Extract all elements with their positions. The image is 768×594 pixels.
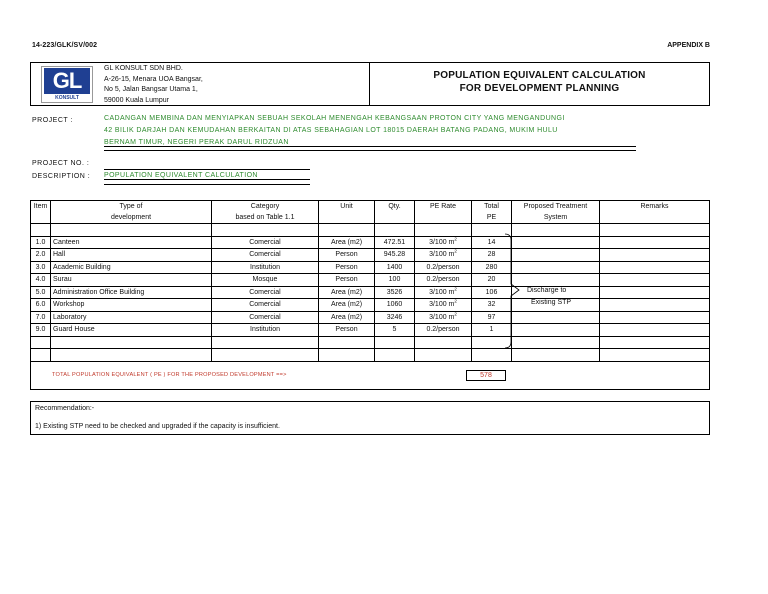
- row-pe-rate: 0.2/person: [415, 261, 472, 274]
- row-unit: Area (m2): [319, 311, 375, 324]
- header-category: Category based on Table 1.1: [212, 201, 319, 224]
- header-remarks: Remarks: [600, 201, 710, 224]
- row-unit: Area (m2): [319, 286, 375, 299]
- row-type: Laboratory: [51, 311, 212, 324]
- table-row: [31, 261, 710, 274]
- table-empty-row: [31, 336, 710, 349]
- row-item: 7.0: [31, 311, 51, 324]
- row-remarks: [600, 299, 710, 312]
- row-qty: 472.51: [375, 236, 415, 249]
- pe-table: [30, 200, 710, 362]
- row-item: 9.0: [31, 324, 51, 337]
- row-qty: 3246: [375, 311, 415, 324]
- recommendation-box: [30, 401, 710, 435]
- header-type: Type of development: [51, 201, 212, 224]
- row-item: 5.0: [31, 286, 51, 299]
- table-row: [31, 274, 710, 287]
- company-address: [104, 64, 203, 106]
- row-remarks: [600, 274, 710, 287]
- project-line-3: BERNAM TIMUR, NEGERI PERAK DARUL RIDZUAN: [104, 139, 636, 147]
- row-pe-rate: 3/100 $m^2$: [415, 249, 472, 262]
- treatment-line-1: Discharge to: [527, 287, 567, 294]
- row-unit: Area (m2): [319, 299, 375, 312]
- table-empty-row: [31, 349, 710, 362]
- table-spacer-row: [31, 224, 710, 237]
- row-item: 3.0: [31, 261, 51, 274]
- row-type: Workshop: [51, 299, 212, 312]
- row-unit: Area (m2): [319, 236, 375, 249]
- row-unit: Person: [319, 324, 375, 337]
- description-label: DESCRIPTION :: [32, 173, 91, 180]
- row-qty: 3526: [375, 286, 415, 299]
- row-remarks: [600, 236, 710, 249]
- row-type: Canteen: [51, 236, 212, 249]
- row-pe-rate: 3/100 $m^2$: [415, 236, 472, 249]
- row-pe-rate: 0.2/person: [415, 274, 472, 287]
- header-pe-rate: PE Rate: [415, 201, 472, 224]
- row-category: Comercial: [212, 249, 319, 262]
- title-line-1: POPULATION EQUIVALENT CALCULATION: [433, 70, 646, 81]
- title-line-2: FOR DEVELOPMENT PLANNING: [459, 83, 620, 94]
- row-total-pe: 97: [472, 311, 512, 324]
- document-title: [370, 69, 709, 95]
- row-category: Comercial: [212, 236, 319, 249]
- row-category: Comercial: [212, 299, 319, 312]
- row-qty: 5: [375, 324, 415, 337]
- address-line: 59000 Kuala Lumpur: [104, 96, 169, 104]
- row-total-pe: 32: [472, 299, 512, 312]
- row-unit: Person: [319, 261, 375, 274]
- row-category: Institution: [212, 324, 319, 337]
- row-total-pe: 106: [472, 286, 512, 299]
- project-underline: [104, 150, 636, 151]
- row-remarks: [600, 249, 710, 262]
- table-row: [31, 236, 710, 249]
- row-unit: Person: [319, 274, 375, 287]
- row-item: 4.0: [31, 274, 51, 287]
- row-qty: 100: [375, 274, 415, 287]
- row-type: Academic Building: [51, 261, 212, 274]
- address-line: A-26-15, Menara UOA Bangsar,: [104, 75, 203, 83]
- document-reference: 14-223/GLK/SV/002: [32, 42, 98, 49]
- row-total-pe: 20: [472, 274, 512, 287]
- row-item: 6.0: [31, 299, 51, 312]
- table-row: [31, 324, 710, 337]
- table-header-row: [31, 201, 710, 224]
- row-total-pe: 14: [472, 236, 512, 249]
- row-qty: 945.28: [375, 249, 415, 262]
- row-type: Guard House: [51, 324, 212, 337]
- row-type: Surau: [51, 274, 212, 287]
- table-row: [31, 286, 710, 299]
- project-label: PROJECT :: [32, 117, 73, 124]
- row-type: Hall: [51, 249, 212, 262]
- appendix-label: APPENDIX B: [667, 42, 710, 49]
- header-qty: Qty.: [375, 201, 415, 224]
- recommendation-title: Recommendation:-: [35, 405, 95, 412]
- row-category: Comercial: [212, 311, 319, 324]
- row-qty: 1400: [375, 261, 415, 274]
- row-total-pe: 28: [472, 249, 512, 262]
- row-remarks: [600, 311, 710, 324]
- row-unit: Person: [319, 249, 375, 262]
- recommendation-text: 1) Existing STP need to be checked and upgraded if the capacity is insufficient.: [35, 423, 280, 430]
- row-category: Comercial: [212, 286, 319, 299]
- table-row: [31, 299, 710, 312]
- project-no-line: [104, 169, 310, 170]
- description-underline: [104, 184, 310, 185]
- total-pe-value: 578: [466, 370, 506, 381]
- row-total-pe: 280: [472, 261, 512, 274]
- logo-subtext: KONSULT: [55, 95, 79, 101]
- project-no-label: PROJECT NO. :: [32, 160, 90, 167]
- row-category: Institution: [212, 261, 319, 274]
- row-total-pe: 1: [472, 324, 512, 337]
- row-pe-rate: 3/100 $m^2$: [415, 311, 472, 324]
- row-remarks: [600, 261, 710, 274]
- row-pe-rate: 3/100 $m^2$: [415, 299, 472, 312]
- row-pe-rate: 3/100 $m^2$: [415, 286, 472, 299]
- header-total-pe: Total PE: [472, 201, 512, 224]
- table-row: [31, 249, 710, 262]
- total-pe-label: TOTAL POPULATION EQUIVALENT ( PE ) FOR THE PROPOSED DEVELOPMENT ==>: [52, 372, 287, 378]
- company-logo: [41, 66, 93, 103]
- row-item: 2.0: [31, 249, 51, 262]
- address-line: GL KONSULT SDN BHD.: [104, 65, 183, 72]
- row-qty: 1060: [375, 299, 415, 312]
- row-pe-rate: 0.2/person: [415, 324, 472, 337]
- description-value: POPULATION EQUIVALENT CALCULATION: [104, 172, 310, 180]
- header-treatment: Proposed Treatment System: [512, 201, 600, 224]
- header-item: Item: [31, 201, 51, 224]
- project-line-2: 42 BILIK DARJAH DAN KEMUDAHAN BERKAITAN DI ATAS SEBAHAGIAN LOT 18015 DAERAH BATANG PADANG, MUKIM HULU: [104, 127, 558, 134]
- table-row: [31, 311, 710, 324]
- address-line: No 5, Jalan Bangsar Utama 1,: [104, 86, 198, 93]
- row-remarks: [600, 286, 710, 299]
- header-unit: Unit: [319, 201, 375, 224]
- row-category: Mosque: [212, 274, 319, 287]
- treatment-line-2: Existing STP: [531, 299, 572, 306]
- header-box: [30, 62, 710, 106]
- row-remarks: [600, 324, 710, 337]
- logo-gl-text: GL: [44, 68, 90, 94]
- project-line-1: CADANGAN MEMBINA DAN MENYIAPKAN SEBUAH SEKOLAH MENENGAH KEBANGSAAN PROTON CITY YANG MENGANDUNGI: [104, 115, 565, 122]
- row-type: Administration Office Building: [51, 286, 212, 299]
- row-item: 1.0: [31, 236, 51, 249]
